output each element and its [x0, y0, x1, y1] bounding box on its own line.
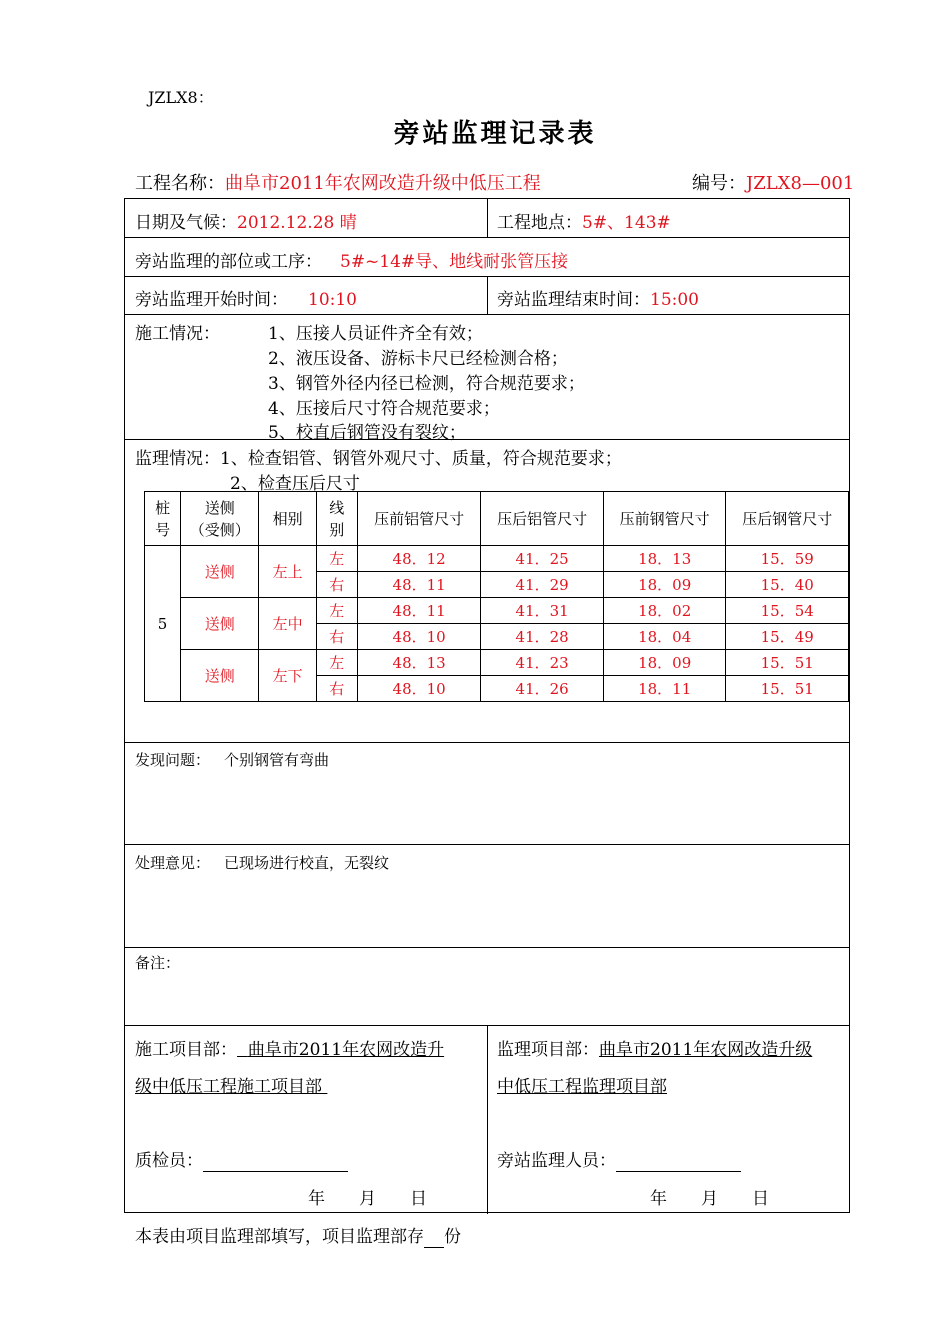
al-pre-cell: 48．10 [357, 624, 481, 650]
document-number-line [692, 169, 854, 195]
problems-value: 个别钢管有弯曲 [224, 751, 330, 769]
al-post-cell: 41．26 [481, 676, 604, 702]
st-post-cell: 15．51 [726, 676, 849, 702]
record-form [124, 198, 850, 1213]
al-post-cell: 41．25 [481, 546, 604, 572]
phase-cell: 左中 [259, 598, 316, 650]
header-st-post: 压后钢管尺寸 [726, 492, 849, 546]
inspector-signature [135, 1146, 348, 1172]
supervisor-line-2 [497, 1072, 667, 1097]
start-time-value: 10:10 [308, 290, 357, 310]
st-pre-cell: 18．09 [603, 572, 726, 598]
row-divider [125, 237, 849, 238]
document-number-label: 编号： [692, 173, 746, 194]
table-header-row [145, 492, 849, 546]
al-pre-cell: 48．11 [357, 598, 481, 624]
st-post-cell: 15．40 [726, 572, 849, 598]
supervisor-date: 年 月 日 [650, 1189, 769, 1209]
side-cell: 送侧 [181, 650, 259, 702]
table-row [145, 650, 849, 676]
project-name-line [135, 169, 541, 195]
date-label: 日期及气候： [135, 213, 237, 233]
st-pre-cell: 18．04 [603, 624, 726, 650]
al-post-cell: 41．29 [481, 572, 604, 598]
al-pre-cell: 48．10 [357, 676, 481, 702]
inspector-signature-line [203, 1151, 348, 1172]
supervisor-person-label: 旁站监理人员： [497, 1151, 616, 1171]
supervisor-label: 监理项目部： [497, 1040, 599, 1060]
pile-number-cell: 5 [145, 546, 181, 702]
construction-item: 4、压接后尺寸符合规范要求； [268, 399, 500, 419]
contractor-line-2 [135, 1072, 327, 1097]
column-divider [487, 276, 488, 314]
supervisor-line-1 [497, 1035, 812, 1060]
row-divider [125, 947, 849, 948]
end-time-label: 旁站监理结束时间： [497, 290, 650, 310]
contractor-value-2: 级中低压工程施工项目部 [135, 1077, 322, 1097]
measurement-table [144, 491, 849, 702]
supervisor-signature-line [616, 1151, 741, 1172]
opinion-section [135, 852, 389, 873]
supervisor-value-1: 曲阜市2011年农网改造升级 [599, 1040, 813, 1060]
document-number-value: JZLX8—001 [746, 173, 855, 194]
start-time-label: 旁站监理开始时间： [135, 290, 288, 310]
table-row [145, 546, 849, 572]
construction-item: 2、液压设备、游标卡尺已经检测合格； [268, 349, 568, 369]
al-pre-cell: 48．11 [357, 572, 481, 598]
line-cell: 左 [316, 546, 357, 572]
copies-blank [424, 1227, 444, 1248]
st-pre-cell: 18．13 [603, 546, 726, 572]
page-title: 旁站监理记录表 [393, 119, 597, 149]
line-cell: 右 [316, 624, 357, 650]
start-time [135, 285, 357, 310]
opinion-value: 已现场进行校直，无裂纹 [224, 854, 390, 872]
header-side: 送侧 （受侧） [181, 492, 259, 546]
phase-cell: 左下 [259, 650, 316, 702]
contractor-label: 施工项目部： [135, 1040, 237, 1060]
footer-prefix: 本表由项目监理部填写，项目监理部存 [135, 1227, 424, 1247]
row-divider [125, 439, 849, 440]
process-value: 5#~14#导、地线耐张管压接 [340, 252, 569, 272]
phase-cell: 左上 [259, 546, 316, 598]
line-cell: 右 [316, 676, 357, 702]
st-post-cell: 15．54 [726, 598, 849, 624]
al-pre-cell: 48．12 [357, 546, 481, 572]
st-pre-cell: 18．09 [603, 650, 726, 676]
supervisor-value-2: 中低压工程监理项目部 [497, 1077, 667, 1097]
supervision-label: 监理情况： [135, 449, 220, 469]
construction-label: 施工情况： [135, 324, 220, 344]
side-cell: 送侧 [181, 546, 259, 598]
problems-section [135, 749, 329, 770]
header-al-pre: 压前铝管尺寸 [357, 492, 481, 546]
location-label: 工程地点： [497, 213, 582, 233]
st-pre-cell: 18．02 [603, 598, 726, 624]
column-divider [487, 1025, 488, 1214]
supervision-item: 2、检查压后尺寸 [230, 474, 360, 494]
st-pre-cell: 18．11 [603, 676, 726, 702]
inspector-label: 质检员： [135, 1151, 203, 1171]
end-time-value: 15:00 [650, 290, 699, 310]
column-divider [487, 199, 488, 237]
supervisor-person-signature [497, 1146, 741, 1172]
row-divider [125, 742, 849, 743]
construction-item: 3、钢管外径内径已检测，符合规范要求； [268, 374, 585, 394]
header-pile-number: 桩 号 [145, 492, 181, 546]
line-cell: 左 [316, 598, 357, 624]
construction-item: 5、校直后钢管没有裂纹； [268, 423, 466, 443]
al-post-cell: 41．28 [481, 624, 604, 650]
st-post-cell: 15．51 [726, 650, 849, 676]
remarks-label: 备注： [135, 954, 181, 972]
location-value: 5#、143# [582, 213, 671, 233]
table-row [145, 598, 849, 624]
row-divider [125, 844, 849, 845]
row-divider [125, 314, 849, 315]
construction-item: 1、压接人员证件齐全有效； [268, 324, 483, 344]
problems-label: 发现问题： [135, 751, 211, 769]
contractor-date: 年 月 日 [308, 1189, 427, 1209]
project-name-label: 工程名称： [135, 173, 225, 194]
date-value: 2012.12.28 晴 [237, 213, 357, 233]
contractor-value-1: 曲阜市2011年农网改造升 [247, 1040, 445, 1060]
contractor-line-1 [135, 1035, 444, 1060]
supervision-line-1 [135, 444, 622, 469]
side-cell: 送侧 [181, 598, 259, 650]
supervised-process [135, 247, 568, 272]
al-post-cell: 41．31 [481, 598, 604, 624]
header-line: 线 别 [316, 492, 357, 546]
project-name-value: 曲阜市2011年农网改造升级中低压工程 [225, 173, 541, 194]
end-time [497, 285, 699, 310]
header-al-post: 压后铝管尺寸 [481, 492, 604, 546]
process-label: 旁站监理的部位或工序： [135, 252, 322, 272]
al-post-cell: 41．23 [481, 650, 604, 676]
opinion-label: 处理意见： [135, 854, 211, 872]
project-location [497, 208, 671, 233]
document-code: JZLX8： [148, 88, 214, 107]
footer-note [135, 1222, 461, 1248]
header-phase: 相别 [259, 492, 316, 546]
st-post-cell: 15．49 [726, 624, 849, 650]
date-weather [135, 208, 357, 233]
line-cell: 右 [316, 572, 357, 598]
st-post-cell: 15．59 [726, 546, 849, 572]
supervision-item: 1、检查铝管、钢管外观尺寸、质量，符合规范要求； [220, 449, 622, 469]
line-cell: 左 [316, 650, 357, 676]
al-pre-cell: 48．13 [357, 650, 481, 676]
footer-suffix: 份 [444, 1227, 461, 1247]
header-st-pre: 压前钢管尺寸 [603, 492, 726, 546]
